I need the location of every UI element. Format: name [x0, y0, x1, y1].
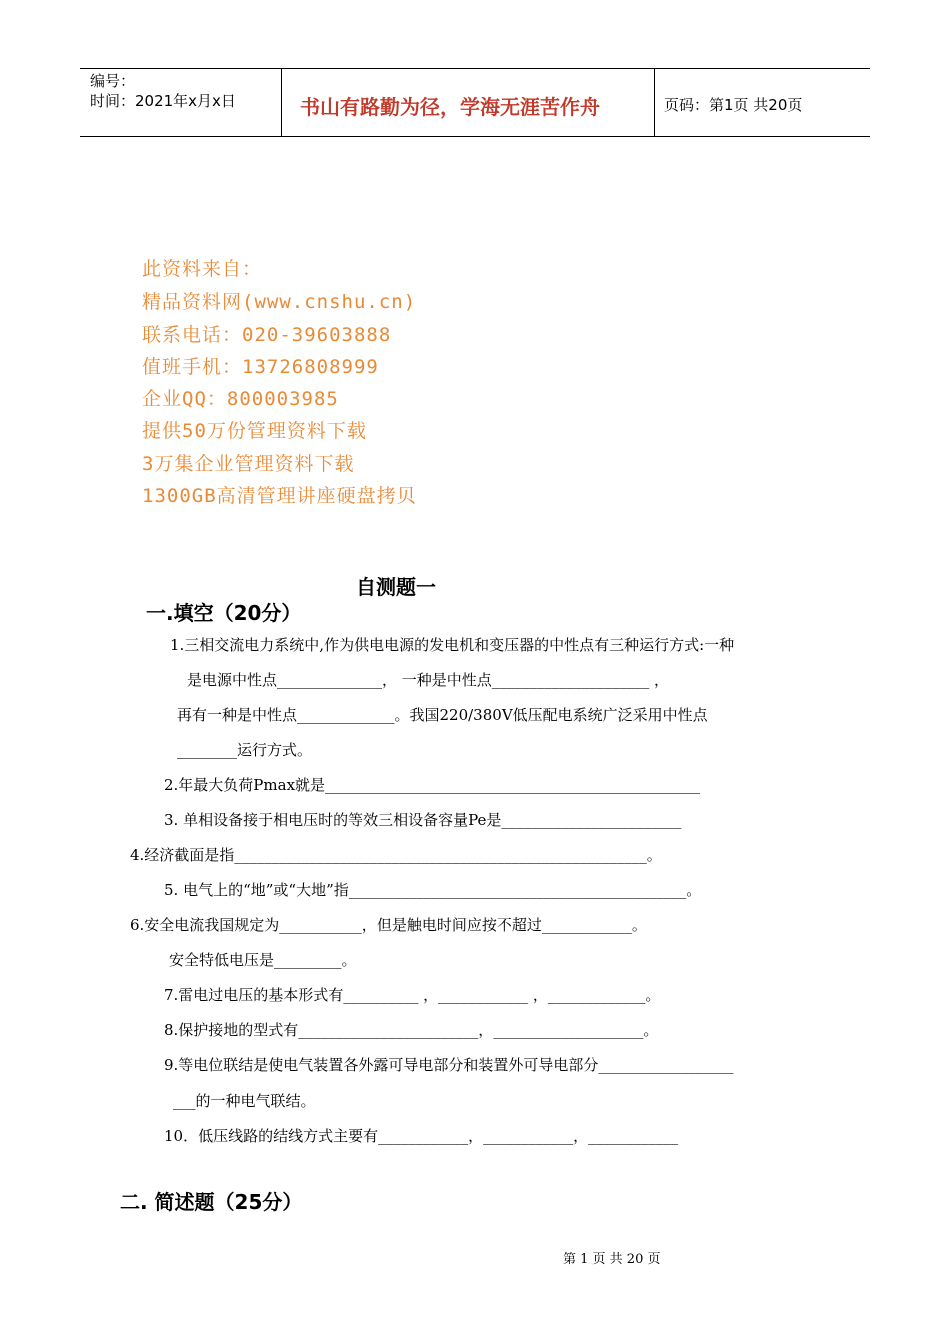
promo-line: 精品资料网(www.cnshu.cn): [142, 291, 417, 313]
question-9-line-2: ___的一种电气联结。: [173, 1092, 316, 1110]
header-motto: 书山有路勤为径，学海无涯苦作舟: [300, 95, 600, 119]
question-10: 10．低压线路的结线方式主要有____________，____________，____________: [164, 1127, 679, 1145]
section-heading-short-answer: 二. 简述题（25分）: [120, 1190, 303, 1214]
question-9-line-1: 9.等电位联结是使电气装置各外露可导电部分和装置外可导电部分__________________: [164, 1056, 734, 1074]
question-8: 8.保护接地的型式有________________________，____________________。: [164, 1021, 659, 1039]
question-6-line-1: 6.安全电流我国规定为___________，但是触电时间应按不超过____________。: [130, 916, 647, 934]
promo-line: 1300GB高清管理讲座硬盘拷贝: [142, 485, 417, 507]
header-bottom-rule: [80, 136, 870, 137]
question-1-line-3: 再有一种是中性点_____________。我国220/380V低压配电系统广泛采用中性点: [177, 706, 708, 724]
section-heading-fill-blank: 一.填空（20分）: [146, 601, 302, 625]
header-divider-right: [654, 68, 655, 136]
question-7: 7.雷电过电压的基本形式有__________ ，____________ ，_____________。: [164, 986, 661, 1004]
header-top-rule: [80, 68, 870, 69]
promo-line: 提供50万份管理资料下载: [142, 420, 367, 442]
question-1-line-2: 是电源中性点______________， 一种是中性点_____________________ ，: [187, 671, 670, 689]
question-3: 3. 单相设备接于相电压时的等效三相设备容量Pe是________________________: [164, 811, 682, 829]
header-time-label: 时间：2021年x月x日: [90, 92, 236, 110]
header-divider-left: [281, 68, 282, 136]
promo-line: 联系电话：020-39603888: [142, 324, 392, 346]
question-1-line-1: 1.三相交流电力系统中,作为供电电源的发电机和变压器的中性点有三种运行方式:一种: [170, 636, 735, 654]
promo-line: 此资料来自：: [142, 258, 263, 280]
promo-line: 企业QQ：800003985: [142, 388, 339, 410]
question-1-line-4: ________运行方式。: [177, 741, 313, 759]
doc-title: 自测题一: [356, 575, 436, 599]
footer-page-number: 第 1 页 共 20 页: [563, 1252, 661, 1267]
header-serial-label: 编号：: [90, 72, 136, 90]
question-6-line-2: 安全特低电压是_________。: [169, 951, 357, 969]
promo-line: 值班手机：13726808999: [142, 356, 379, 378]
header-page-label: 页码：第1页 共20页: [664, 96, 803, 114]
question-5: 5. 电气上的“地”或“大地”指_____________________________________________。: [164, 881, 702, 899]
question-2: 2.年最大负荷Pmax就是__________________________________________________: [164, 776, 701, 794]
promo-line: 3万集企业管理资料下载: [142, 453, 355, 475]
question-4: 4.经济截面是指_______________________________________________________。: [130, 846, 662, 864]
